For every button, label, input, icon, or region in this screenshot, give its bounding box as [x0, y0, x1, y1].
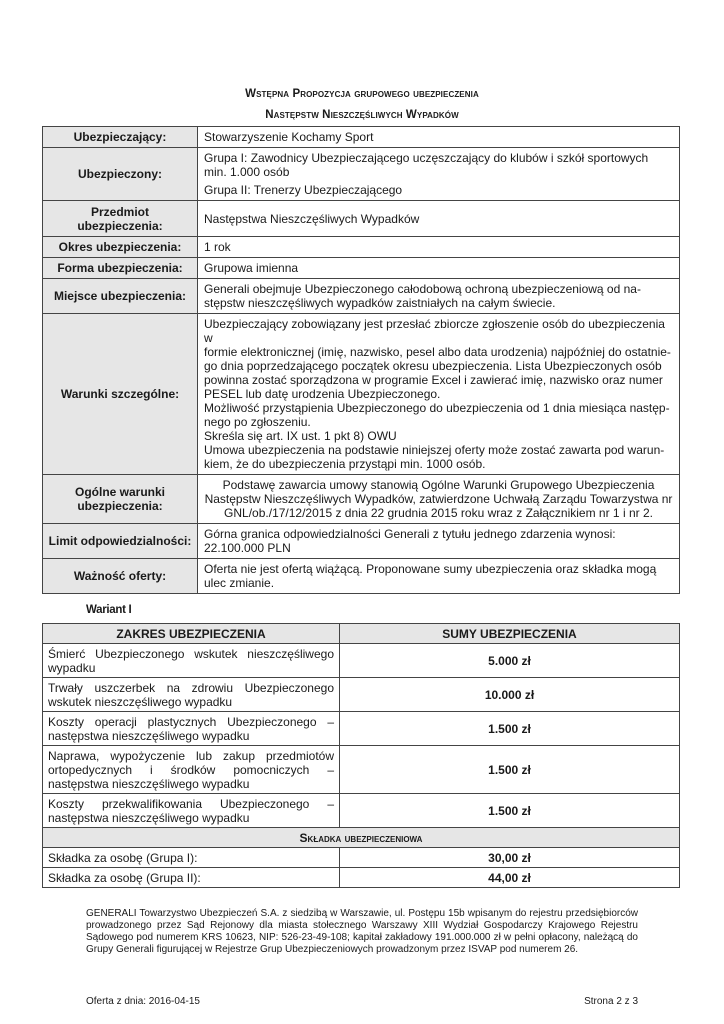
row-value: Podstawę zawarcia umowy stanowią Ogólne Warunki Grupowego Ubezpieczenia Następstw Nieszczęśliwych Wypadków, zatwierdzone Uchwałą Zarządu Towarzystwa nr GNL/ob./17/12/2015 z dnia 22 grudnia 2015 roku wraz z Załącznikiem nr 1 i nr 2. [198, 475, 680, 524]
row-value: Stowarzyszenie Kochamy Sport [198, 127, 680, 148]
document-subtitle: Następstw Nieszczęśliwych Wypadków [265, 109, 459, 121]
document-title: Wstępna Propozycja grupowego ubezpieczenia [245, 88, 479, 100]
table-header-row [43, 624, 680, 644]
coverage-sum: 5.000 zł [340, 644, 680, 678]
column-header-sums: SUMY UBEZPIECZENIA [340, 624, 680, 644]
coverage-scope: Śmierć Ubezpieczonego wskutek nieszczęśliwego wypadku [43, 644, 340, 678]
coverage-scope: Koszty operacji plastycznych Ubezpieczonego – następstwa nieszczęśliwego wypadku [43, 712, 340, 746]
row-value: Górna granica odpowiedzialności Generali z tytułu jednego zdarzenia wynosi: 22.100.000 PLN [198, 524, 680, 559]
coverage-sum: 1.500 zł [340, 712, 680, 746]
coverage-sum: 1.500 zł [340, 746, 680, 794]
coverage-sum: 10.000 zł [340, 678, 680, 712]
table-row [43, 524, 680, 559]
row-label: Okres ubezpieczenia: [43, 237, 198, 258]
premium-label: Składka za osobę (Grupa I): [43, 848, 340, 868]
insured-group-2: Grupa II: Trenerzy Ubezpieczającego [204, 183, 403, 197]
row-label: Limit odpowiedzialności: [43, 524, 198, 559]
row-label: Forma ubezpieczenia: [43, 258, 198, 279]
table-row [43, 201, 680, 237]
coverage-sum: 1.500 zł [340, 794, 680, 828]
offer-date: Oferta z dnia: 2016-04-15 [86, 996, 200, 1007]
row-label: Miejsce ubezpieczenia: [43, 279, 198, 314]
offer-summary-table [42, 126, 680, 594]
row-label: Ważność oferty: [43, 559, 198, 594]
row-label: Ogólne warunki ubezpieczenia: [43, 475, 198, 524]
table-row [43, 148, 680, 201]
premium-label: Składka za osobę (Grupa II): [43, 868, 340, 888]
table-row [43, 848, 680, 868]
premium-header-row [43, 828, 680, 848]
row-label: Ubezpieczony: [43, 148, 198, 201]
premium-value: 30,00 zł [340, 848, 680, 868]
company-footer: GENERALI Towarzystwo Ubezpieczeń S.A. z siedzibą w Warszawie, ul. Postępu 15b wpisanym do rejestru przedsiębiorców prowadzonego przez Sąd Rejonowy dla miasta stołecznego Warszawy XIII Wydział Gospodarczy Krajowego Rejestru Sądowego pod numerem KRS 10623, NIP: 526-23-49-108; kapitał zakładowy 191.000.000 zł w pełni opłacony, należącą do Grupy Generali figurującej w Rejestrze Grup Ubezpieczeniowych prowadzonym przez ISVAP pod numerem 26. [86, 908, 638, 955]
table-row [43, 237, 680, 258]
row-label: Przedmiot ubezpieczenia: [43, 201, 198, 237]
table-row [43, 746, 680, 794]
coverage-scope: Trwały uszczerbek na zdrowiu Ubezpieczonego wskutek nieszczęśliwego wypadku [43, 678, 340, 712]
row-label: Ubezpieczający: [43, 127, 198, 148]
table-row [43, 678, 680, 712]
row-value: Generali obejmuje Ubezpieczonego całodobową ochroną ubezpieczeniową od na- stępstw nieszczęśliwych wypadków zaistniałych na całym świecie. [198, 279, 680, 314]
premium-value: 44,00 zł [340, 868, 680, 888]
table-row [43, 127, 680, 148]
table-row [43, 314, 680, 475]
row-value: Następstwa Nieszczęśliwych Wypadków [198, 201, 680, 237]
coverage-table [42, 623, 680, 888]
table-row [43, 258, 680, 279]
table-row [43, 279, 680, 314]
table-row [43, 559, 680, 594]
variant-label: Wariant I [86, 604, 132, 616]
premium-header: Składka ubezpieczeniowa [43, 828, 680, 848]
coverage-scope: Naprawa, wypożyczenie lub zakup przedmiotów ortopedycznych i środków pomocniczych – następstwa nieszczęśliwego wypadku [43, 746, 340, 794]
row-value: 1 rok [198, 237, 680, 258]
row-label: Warunki szczególne: [43, 314, 198, 475]
insured-group-1: Grupa I: Zawodnicy Ubezpieczającego uczęszczający do klubów i szkół sportowych min. 1.000 osób [204, 151, 649, 179]
row-value [198, 148, 680, 201]
table-row [43, 868, 680, 888]
page-number: Strona 2 z 3 [584, 996, 638, 1007]
row-value: Ubezpieczający zobowiązany jest przesłać zbiorcze zgłoszenie osób do ubezpieczenia w formie elektronicznej (imię, nazwisko, pesel albo data urodzenia) najpóźniej do ostatnie- go dnia poprzedzającego początek okresu ubezpieczenia. Lista Ubezpieczonych osób powinna zostać sporządzona w programie Excel i zawierać imię, nazwisko oraz numer PESEL lub datę urodzenia Ubezpieczonego. Możliwość przystąpienia Ubezpieczonego do ubezpieczenia od 1 dnia miesiąca następ- nego po zgłoszeniu. Skreśla się art. IX ust. 1 pkt 8) OWU Umowa ubezpieczenia na podstawie niniejszej oferty może zostać zawarta pod warun- kiem, że do ubezpieczenia przystąpi min. 1000 osób. [198, 314, 680, 475]
row-value: Oferta nie jest ofertą wiążącą. Proponowane sumy ubezpieczenia oraz składka mogą ulec zmianie. [198, 559, 680, 594]
column-header-scope: ZAKRES UBEZPIECZENIA [43, 624, 340, 644]
table-row [43, 644, 680, 678]
table-row [43, 475, 680, 524]
table-row [43, 712, 680, 746]
row-value: Grupowa imienna [198, 258, 680, 279]
coverage-scope: Koszty przekwalifikowania Ubezpieczonego – następstwa nieszczęśliwego wypadku [43, 794, 340, 828]
table-row [43, 794, 680, 828]
